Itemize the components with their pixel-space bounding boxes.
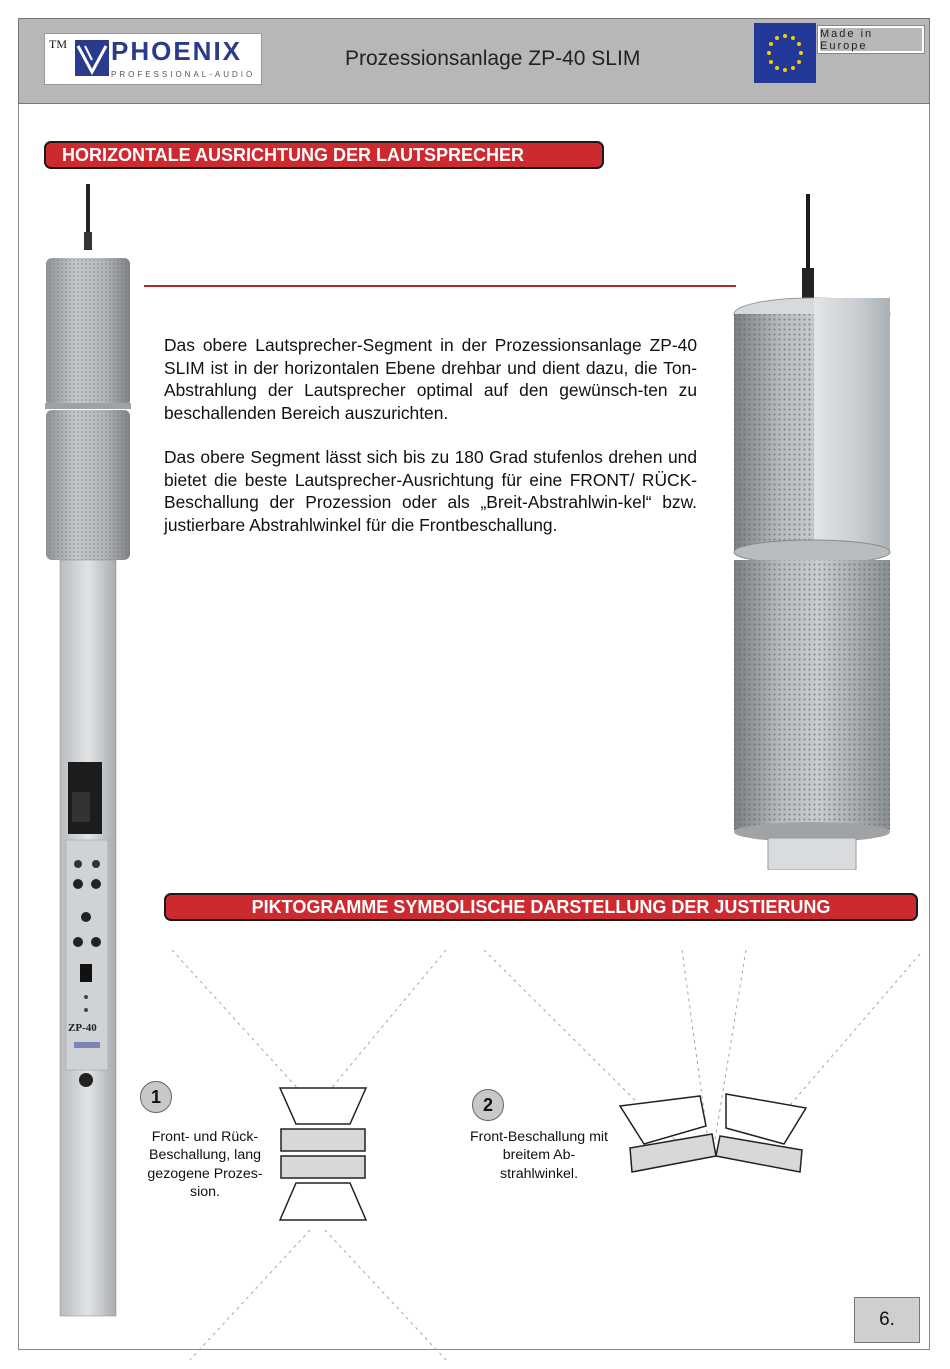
speaker-segment-image bbox=[732, 192, 892, 870]
section-heading-alignment: HORIZONTALE AUSRICHTUNG DER LAUTSPRECHER bbox=[44, 141, 604, 169]
body-paragraph-1: Das obere Lautsprecher-Segment in der Prozessionsanlage ZP-40 SLIM ist in der horizontalen Ebene drehbar und dient dazu, die Ton- Abstrahlung der Lautsprecher optimal auf den gewünsch-ten zu beschallenden Bereich auszurichten. bbox=[164, 335, 697, 423]
red-divider bbox=[144, 285, 736, 287]
pictogram-caption-1: Front- und Rück-Beschallung, lang gezogene Prozes-sion. bbox=[147, 1129, 263, 1201]
phoenix-logo bbox=[44, 33, 262, 85]
made-in-europe-badge: Made in Europe bbox=[818, 26, 924, 53]
pictogram-wide-angle bbox=[620, 1094, 806, 1172]
brand-name: PHOENIX bbox=[111, 36, 243, 66]
phoenix-mark-icon bbox=[75, 40, 109, 76]
trademark-label: TM bbox=[49, 37, 67, 51]
body-paragraph-2: Das obere Segment lässt sich bis zu 180 Grad stufenlos drehen und bietet die beste Lautsprecher-Ausrichtung für eine FRONT/ RÜCK-Beschallung der Prozession oder als „Breit-Abstrahlwin-kel“ bzw. justierbare Abstrahlwinkel für die Frontbeschallung. bbox=[164, 447, 697, 535]
page-number: 6. bbox=[854, 1297, 920, 1343]
eu-flag-icon bbox=[754, 23, 816, 83]
document-title: Prozessionsanlage ZP-40 SLIM bbox=[345, 47, 641, 70]
column-system-image bbox=[44, 182, 132, 1318]
pictogram-caption-2: Front-Beschallung mit breitem Ab-strahlwinkel. bbox=[470, 1129, 608, 1182]
pictogram-front-back bbox=[280, 1088, 366, 1220]
section-heading-pictograms: PIKTOGRAMME SYMBOLISCHE DARSTELLUNG DER JUSTIERUNG bbox=[164, 893, 918, 921]
brand-subtitle: PROFESSIONAL-AUDIO bbox=[111, 70, 256, 79]
device-model-label: ZP-40 bbox=[68, 1022, 97, 1034]
pictogram-number-2: 2 bbox=[472, 1089, 504, 1121]
pictogram-number-1: 1 bbox=[140, 1081, 172, 1113]
